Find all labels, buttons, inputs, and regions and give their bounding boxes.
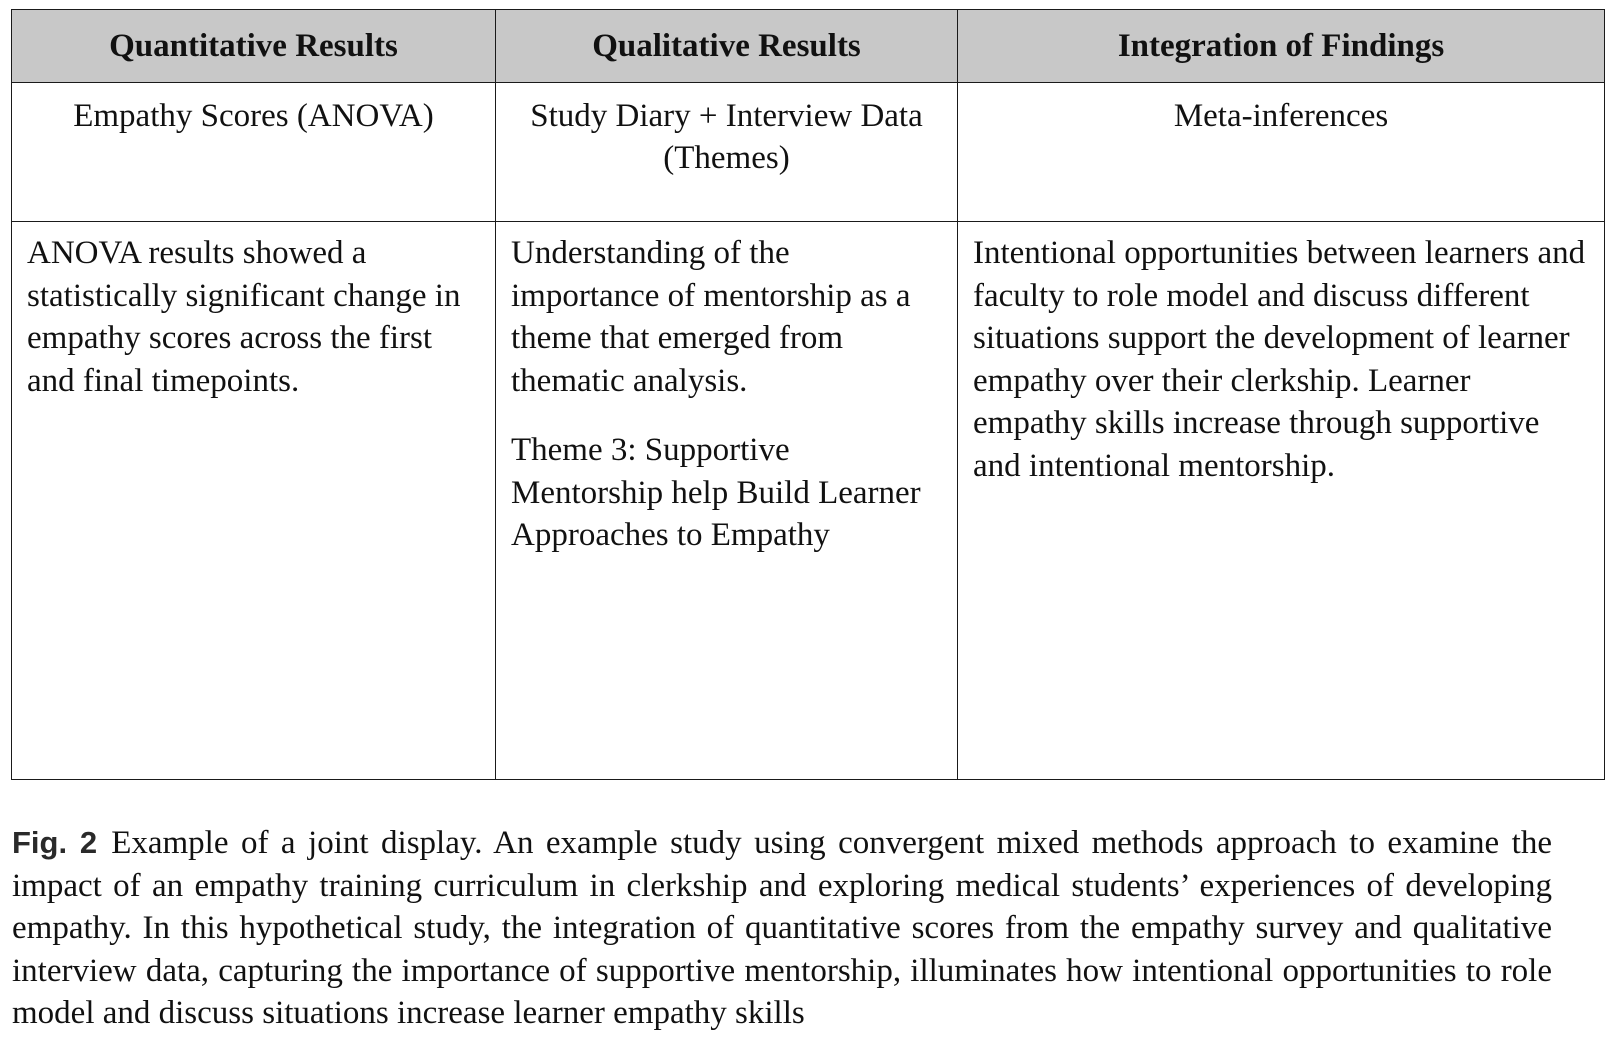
qualitative-text-1: Understanding of the importance of mentorship as a theme that emerged from thematic analysis. <box>511 235 911 399</box>
qualitative-text-2: Theme 3: Supportive Mentorship help Build Learner Approaches to Empathy <box>511 432 921 553</box>
header-qualitative: Qualitative Results <box>496 10 958 83</box>
cell-qualitative <box>496 222 958 780</box>
header-quantitative: Quantitative Results <box>12 10 496 83</box>
cell-quantitative <box>12 222 496 780</box>
subheader-qualitative: Study Diary + Interview Data (Themes) <box>496 83 958 222</box>
subheader-row <box>12 83 1605 222</box>
subheader-quantitative: Empathy Scores (ANOVA) <box>12 83 496 222</box>
header-integration: Integration of Findings <box>958 10 1605 83</box>
integration-text: Intentional opportunities between learners and faculty to role model and discuss different situations support the development of learner empathy over their clerkship. Learner empathy skills increase through supportive and intentional mentorship. <box>973 235 1586 484</box>
quantitative-text: ANOVA results showed a statistically significant change in empathy scores across the first and final timepoints. <box>27 235 461 399</box>
cell-integration <box>958 222 1605 780</box>
joint-display-table <box>11 9 1605 780</box>
subheader-integration: Meta-inferences <box>958 83 1605 222</box>
figure-caption <box>12 822 1552 1035</box>
body-row <box>12 222 1605 780</box>
header-row <box>12 10 1605 83</box>
figure-label: Fig. 2 <box>12 825 98 860</box>
caption-text: Example of a joint display. An example study using convergent mixed methods approach to examine the impact of an empathy training curriculum in clerkship and exploring medical students’ experiences of developing empathy. In this hypothetical study, the integration of quantitative scores from the empathy survey and qualitative interview data, capturing the importance of supportive mentorship, illuminates how intentional opportunities to role model and discuss situations increase learner empathy skills <box>12 825 1552 1031</box>
